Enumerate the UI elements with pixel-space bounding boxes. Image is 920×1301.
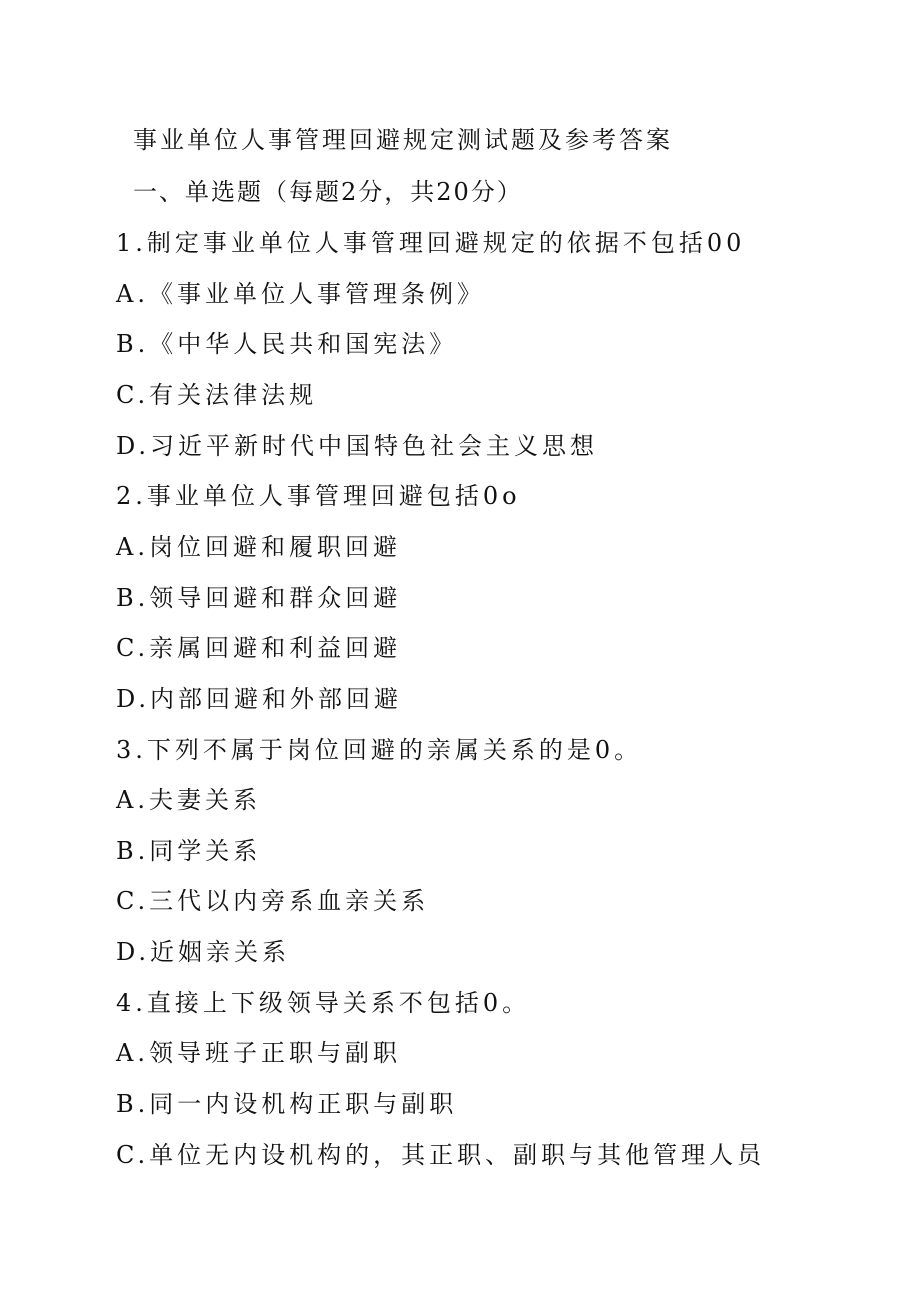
question-4: 4.直接上下级领导关系不包括0。 <box>116 989 531 1017</box>
question-2: 2.事业单位人事管理回避包括0o <box>116 482 521 510</box>
question-3-option-d: D.近姻亲关系 <box>116 938 291 966</box>
question-3-option-a: A.夫妻关系 <box>116 786 261 814</box>
question-1-option-d: D.习近平新时代中国特色社会主义思想 <box>116 432 599 460</box>
question-2-option-d: D.内部回避和外部回避 <box>116 685 403 713</box>
question-1-option-a: A.《事业单位人事管理条例》 <box>116 280 485 308</box>
section-heading: 一、单选题（每题2分，共20分） <box>133 178 523 206</box>
document-title: 事业单位人事管理回避规定测试题及参考答案 <box>133 126 673 154</box>
question-2-option-b: B.领导回避和群众回避 <box>116 584 402 612</box>
question-3: 3.下列不属于岗位回避的亲属关系的是0。 <box>116 736 643 764</box>
question-4-option-a: A.领导班子正职与副职 <box>116 1039 401 1067</box>
question-4-option-b: B.同一内设机构正职与副职 <box>116 1090 458 1118</box>
question-2-option-c: C.亲属回避和利益回避 <box>116 634 402 662</box>
question-3-option-c: C.三代以内旁系血亲关系 <box>116 887 430 915</box>
question-1: 1.制定事业单位人事管理回避规定的依据不包括00 <box>116 229 746 257</box>
question-3-option-b: B.同学关系 <box>116 837 262 865</box>
question-2-option-a: A.岗位回避和履职回避 <box>116 533 401 561</box>
question-1-option-b: B.《中华人民共和国宪法》 <box>116 330 458 358</box>
question-1-option-c: C.有关法律法规 <box>116 381 318 409</box>
question-4-option-c: C.单位无内设机构的，其正职、副职与其他管理人员 <box>116 1141 766 1169</box>
